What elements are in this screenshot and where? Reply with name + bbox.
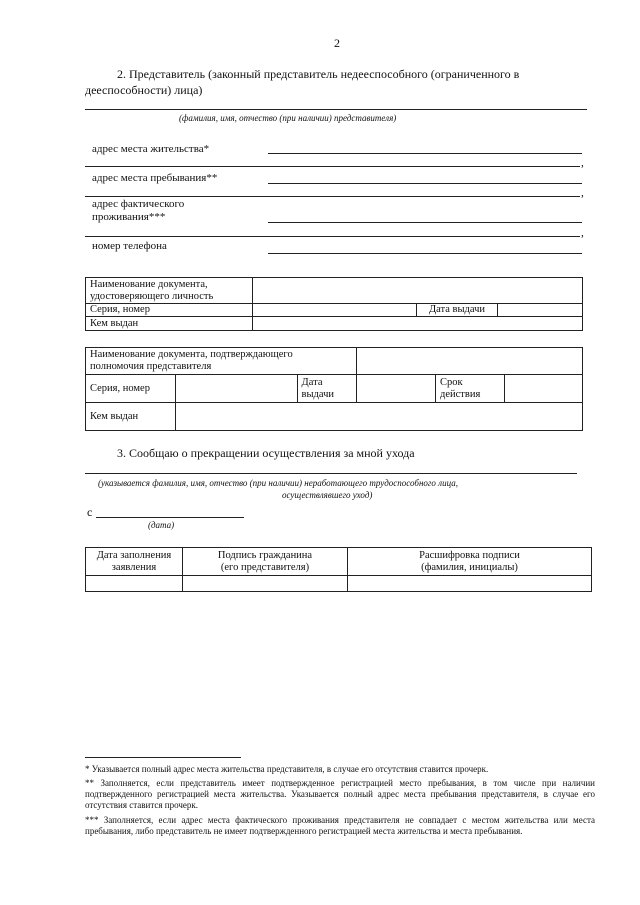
id-doc-name-field[interactable] (253, 278, 583, 304)
stay-comma: , (581, 187, 584, 199)
id-series-number-label: Серия, номер (86, 304, 253, 317)
id-issued-by-field[interactable] (253, 317, 583, 331)
signature-decoding-header: Расшифровка подписи (фамилия, инициалы) (348, 548, 592, 576)
actual-address-field[interactable] (268, 222, 582, 223)
footnote-separator (85, 757, 241, 758)
fill-date-header: Дата заполнения заявления (86, 548, 183, 576)
authority-issue-date-field[interactable] (357, 375, 436, 403)
id-issue-date-label: Дата выдачи (417, 304, 498, 317)
residence-address-field[interactable] (268, 153, 582, 154)
footnote-2: ** Заполняется, если представитель имеет подтвержденное регистрацией место пребывания, в том числе при наличии подтвержденного регистрацией места жительства. Указывается полный адрес места пребывания представителя, в случае его отсутствия ставится прочерк. (85, 778, 595, 810)
actual-address-label-line2: проживания*** (92, 211, 166, 223)
end-date-field[interactable] (96, 517, 244, 518)
id-series-number-field[interactable] (253, 304, 417, 317)
id-issued-by-label: Кем выдан (86, 317, 253, 331)
authority-doc-name-label: Наименование документа, подтверждающего полномочия представителя (86, 348, 357, 375)
authority-series-number-label: Серия, номер (86, 375, 176, 403)
actual-address-field-2[interactable] (85, 236, 580, 237)
caregiver-name-field[interactable] (85, 473, 577, 474)
section2-heading-line2: дееспособности) лица) (85, 83, 203, 97)
representative-name-field[interactable] (85, 109, 587, 110)
identity-document-table (85, 277, 583, 331)
stay-address-label: адрес места пребывания** (92, 172, 218, 184)
caregiver-caption-line2: осуществлявшего уход) (282, 490, 373, 500)
authority-issued-by-field[interactable] (175, 403, 582, 431)
residence-address-field-2[interactable] (85, 166, 580, 167)
section2-heading-line1: 2. Представитель (законный представитель недееспособного (ограниченного в (117, 67, 520, 81)
id-doc-name-label: Наименование документа, удостоверяющего личность (86, 278, 253, 304)
page-number: 2 (334, 36, 340, 50)
authority-issued-by-label: Кем выдан (86, 403, 176, 431)
fill-date-cell[interactable] (86, 576, 183, 592)
authority-doc-name-field[interactable] (357, 348, 583, 375)
actual-comma: , (581, 227, 584, 239)
phone-label: номер телефона (92, 240, 167, 252)
from-label: с (87, 505, 93, 519)
footnote-3: *** Заполняется, если адрес места фактического проживания представителя не совпадает с местом жительства или места пребывания, либо представитель не имеет подтвержденного регистрацией места жительства и места пребывания. (85, 815, 595, 836)
representative-name-caption: (фамилия, имя, отчество (при наличии) представителя) (179, 113, 397, 123)
footnote-1: * Указывается полный адрес места жительства представителя, в случае его отсутствия ставится прочерк. (85, 764, 489, 774)
residence-comma: , (581, 157, 584, 169)
authority-validity-field[interactable] (505, 375, 583, 403)
signature-cell[interactable] (183, 576, 348, 592)
authority-series-number-field[interactable] (175, 375, 297, 403)
authority-document-table (85, 347, 583, 431)
signature-decoding-cell[interactable] (348, 576, 592, 592)
section3-heading: 3. Сообщаю о прекращении осуществления за мной ухода (117, 446, 415, 460)
stay-address-field-2[interactable] (85, 196, 580, 197)
authority-validity-label: Срок действия (436, 375, 505, 403)
signature-table (85, 547, 592, 592)
signature-header: Подпись гражданина (его представителя) (183, 548, 348, 576)
date-caption: (дата) (148, 520, 175, 530)
id-issue-date-field[interactable] (498, 304, 583, 317)
phone-field[interactable] (268, 253, 582, 254)
stay-address-field[interactable] (268, 183, 582, 184)
authority-issue-date-label: Дата выдачи (297, 375, 356, 403)
caregiver-caption-line1: (указывается фамилия, имя, отчество (при наличии) неработающего трудоспособного лица, (98, 478, 458, 488)
actual-address-label-line1: адрес фактического (92, 198, 185, 210)
residence-address-label: адрес места жительства* (92, 143, 210, 155)
